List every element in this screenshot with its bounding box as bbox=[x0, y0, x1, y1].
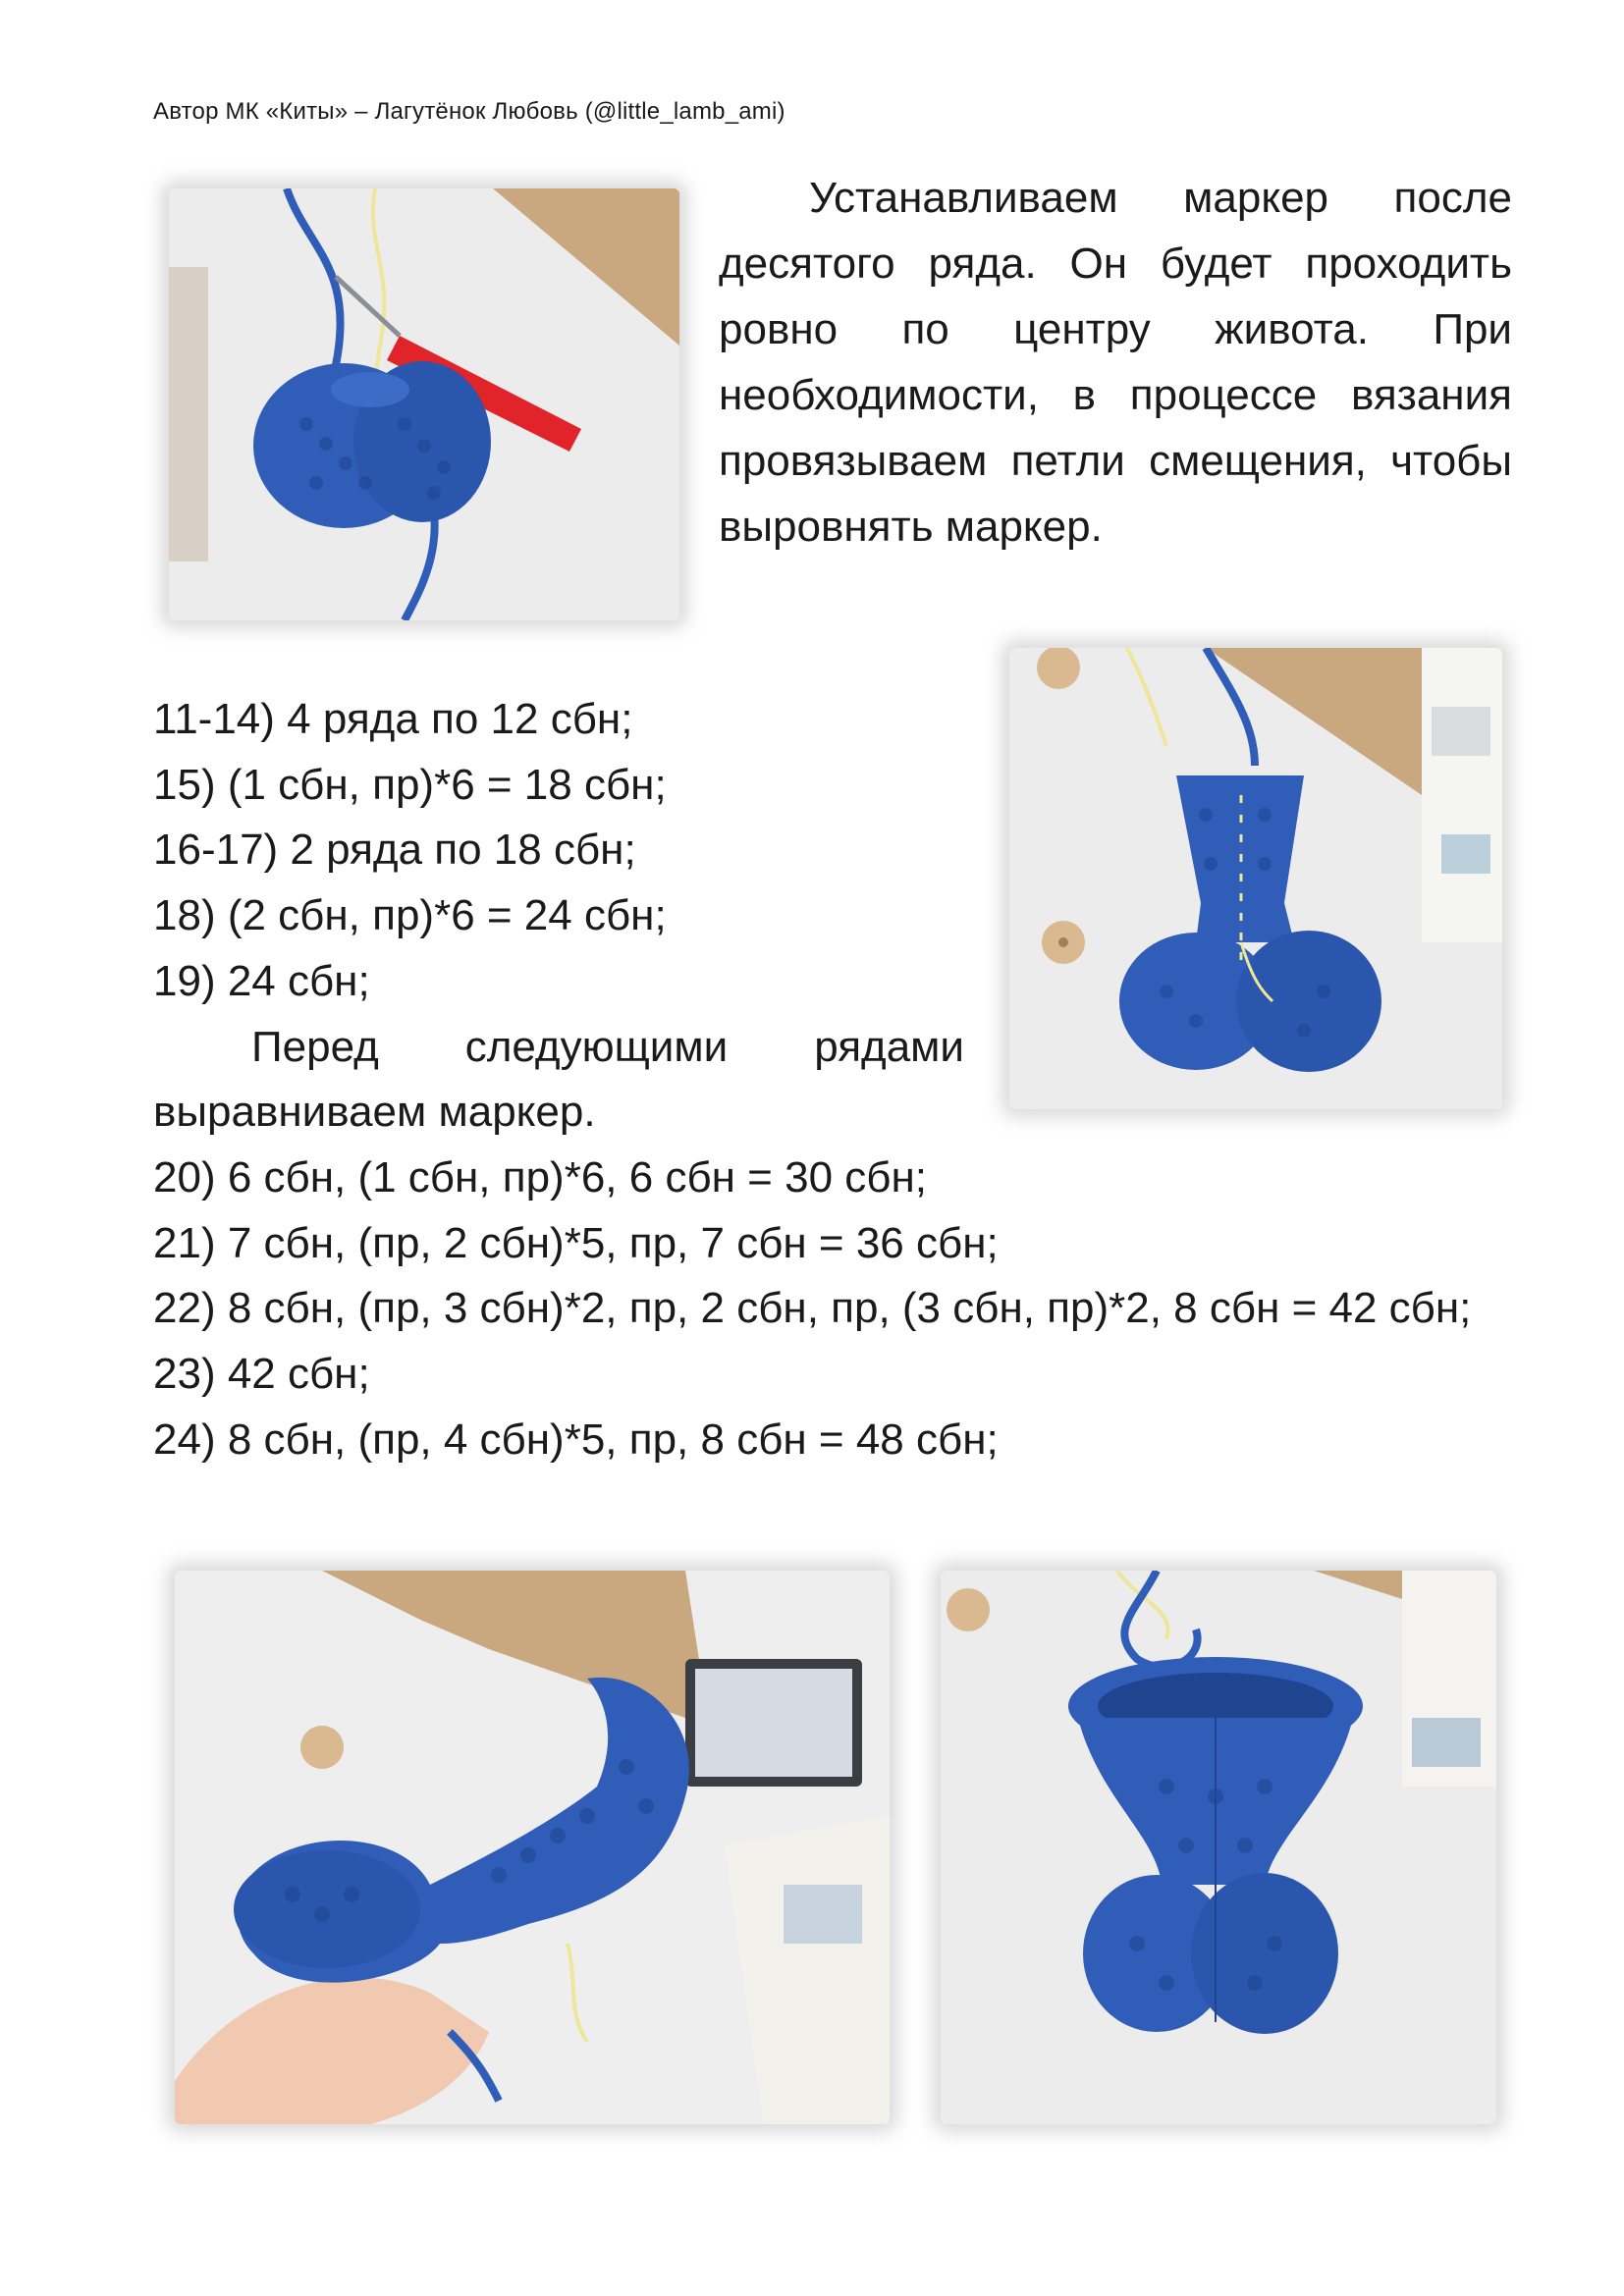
marker-note-text: Перед следующими рядами выравниваем маркер. bbox=[153, 1022, 964, 1137]
intro-paragraph bbox=[719, 165, 1512, 560]
row-24: 24) 8 сбн, (пр, 4 сбн)*5, пр, 8 сбн = 48 сбн; bbox=[153, 1415, 999, 1464]
photo-tail-with-hook bbox=[169, 188, 679, 620]
intro-text: Устанавливаем маркер после десятого ряда. Он будет проходить ровно по центру живота. При необходимости, в процессе вязания провязываем петли смещения, чтобы выровнять маркер. bbox=[719, 174, 1512, 551]
row-18: 18) (2 сбн, пр)*6 = 24 сбн; bbox=[153, 891, 667, 940]
marker-note bbox=[153, 1015, 964, 1146]
photo-body-opening bbox=[941, 1571, 1496, 2124]
photo-body-in-hand bbox=[175, 1571, 890, 2124]
row-21: 21) 7 сбн, (пр, 2 сбн)*5, пр, 7 сбн = 36 сбн; bbox=[153, 1218, 999, 1267]
row-23: 23) 42 сбн; bbox=[153, 1350, 370, 1399]
row-instructions bbox=[153, 687, 1514, 1472]
author-header: Автор МК «Киты» – Лагутёнок Любовь (@little_lamb_ami) bbox=[153, 98, 785, 125]
row-22: 22) 8 сбн, (пр, 3 сбн)*2, пр, 2 сбн, пр, (3 сбн, пр)*2, 8 сбн = 42 сбн; bbox=[153, 1284, 1472, 1333]
row-16-17: 16-17) 2 ряда по 18 сбн; bbox=[153, 826, 636, 875]
row-20: 20) 6 сбн, (1 сбн, пр)*6, 6 сбн = 30 сбн; bbox=[153, 1152, 927, 1201]
row-15: 15) (1 сбн, пр)*6 = 18 сбн; bbox=[153, 760, 667, 809]
row-19: 19) 24 сбн; bbox=[153, 956, 370, 1005]
row-11-14: 11-14) 4 ряда по 12 сбн; bbox=[153, 695, 633, 743]
